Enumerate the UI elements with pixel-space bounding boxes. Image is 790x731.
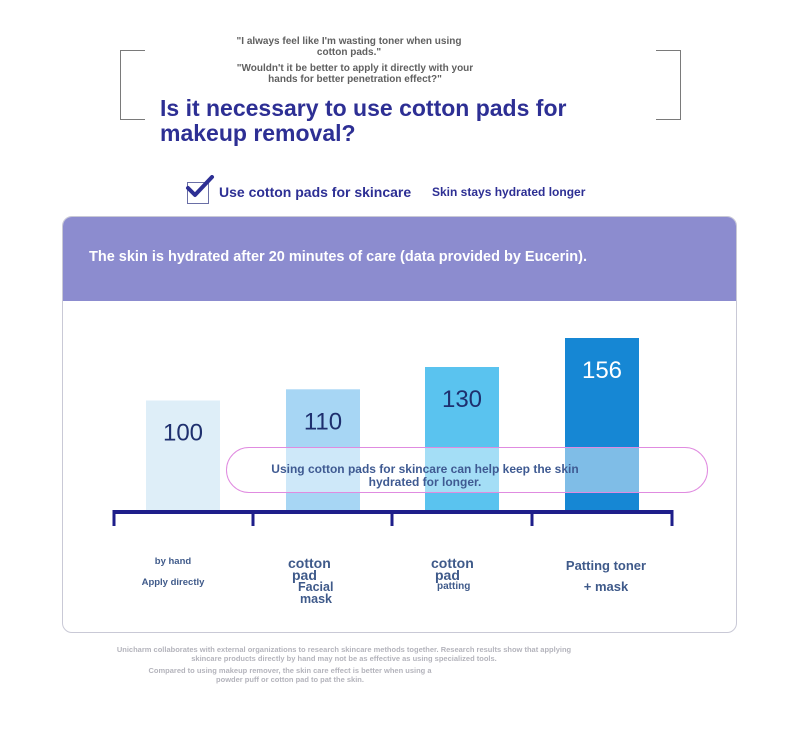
category-label-line: Apply directly [141, 577, 205, 588]
data-label-0: 100 [162, 419, 204, 447]
category-label-facial-mask [276, 557, 354, 605]
category-label-line: pad [292, 567, 317, 583]
footnote-comparison: Compared to using makeup remover, the skin care effect is better when using a powder puff or cotton pad to pat the skin. [148, 666, 432, 684]
category-label-line: mask [300, 592, 332, 606]
panel-heading: The skin is hydrated after 20 minutes of care (data provided by Eucerin). [89, 249, 587, 265]
category-label-line: by hand [154, 556, 192, 567]
category-label-toner-mask [546, 558, 666, 594]
category-label-line: pad [435, 567, 460, 583]
page-title: Is it necessary to use cotton pads for makeup removal? [160, 95, 567, 146]
footnote-research: Unicharm collaborates with external organizations to research skincare methods together. Research results show that applying skincare products directly by hand may not be as effective as using specialized tools. [116, 645, 572, 663]
quote-apply-by-hand: "Wouldn't it be better to apply it directly with your hands for better penetration effect?" [236, 63, 474, 85]
category-label-line: cotton [431, 555, 474, 571]
checkbox-label-secondary: Skin stays hydrated longer [432, 185, 586, 199]
data-label-3: 156 [581, 357, 623, 384]
checkbox-label: Use cotton pads for skincare [219, 184, 412, 200]
category-label-line: + mask [583, 579, 629, 594]
category-label-line: Facial [298, 580, 334, 594]
category-label-line: patting [437, 581, 471, 592]
category-label-patting [420, 557, 498, 593]
data-label-1: 110 [303, 408, 343, 436]
callout-text: Using cotton pads for skincare can help keep the skin hydrated for longer. [271, 462, 579, 489]
bar-0 [146, 400, 220, 512]
data-label-2: 130 [441, 386, 483, 413]
quote-wasting-toner: "I always feel like I'm wasting toner when using cotton pads." [236, 36, 462, 58]
category-label-line: cotton [288, 555, 331, 571]
category-label-by-hand [133, 556, 213, 588]
category-label-line: Patting toner [565, 558, 647, 573]
